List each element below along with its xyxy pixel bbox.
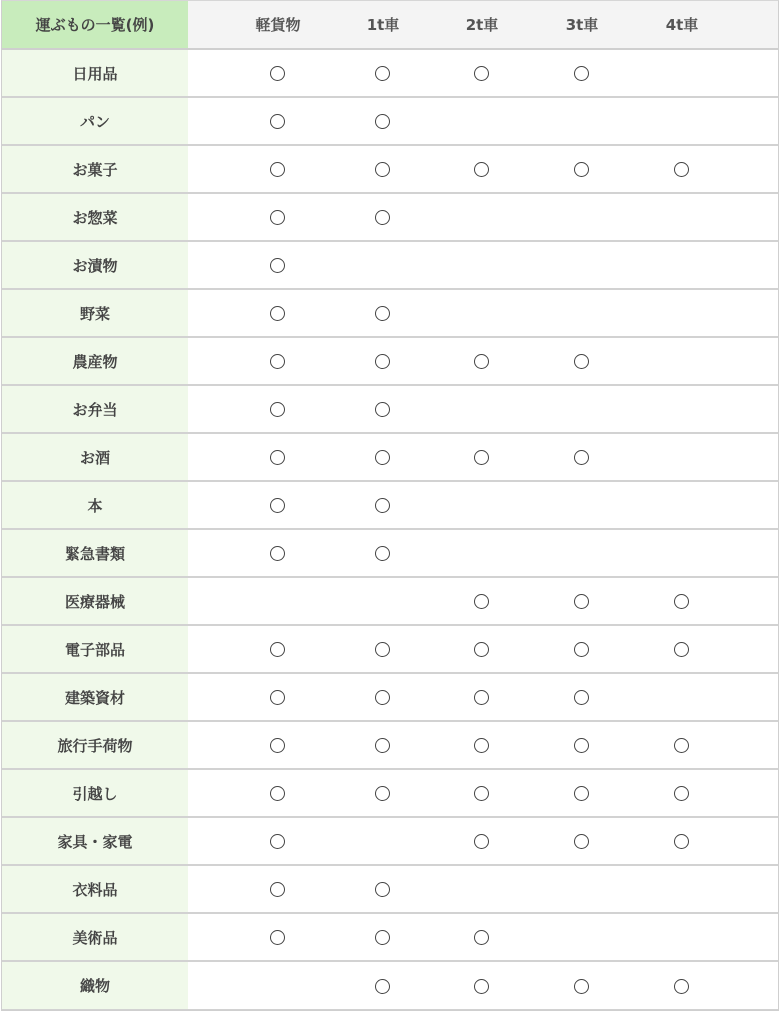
row-cells bbox=[188, 866, 778, 912]
circle-mark-icon bbox=[574, 979, 589, 994]
header-label: 運ぶもの一覧(例) bbox=[2, 1, 188, 48]
circle-mark-icon bbox=[270, 834, 285, 849]
circle-mark-icon bbox=[375, 690, 390, 705]
table-row bbox=[2, 914, 778, 962]
row-cells bbox=[188, 914, 778, 960]
row-cells bbox=[188, 962, 778, 1009]
table-row bbox=[2, 674, 778, 722]
row-label: 野菜 bbox=[2, 290, 188, 336]
circle-mark-icon bbox=[574, 66, 589, 81]
circle-mark-icon bbox=[474, 690, 489, 705]
row-cells bbox=[188, 626, 778, 672]
row-label: 電子部品 bbox=[2, 626, 188, 672]
circle-mark-icon bbox=[270, 450, 285, 465]
circle-mark-icon bbox=[270, 258, 285, 273]
table-header-row bbox=[2, 1, 778, 50]
row-cells bbox=[188, 530, 778, 576]
circle-mark-icon bbox=[375, 66, 390, 81]
row-label: お酒 bbox=[2, 434, 188, 480]
row-label: 本 bbox=[2, 482, 188, 528]
circle-mark-icon bbox=[674, 594, 689, 609]
circle-mark-icon bbox=[270, 882, 285, 897]
table-row bbox=[2, 242, 778, 290]
circle-mark-icon bbox=[270, 546, 285, 561]
table-row bbox=[2, 290, 778, 338]
circle-mark-icon bbox=[674, 979, 689, 994]
circle-mark-icon bbox=[474, 66, 489, 81]
circle-mark-icon bbox=[474, 979, 489, 994]
circle-mark-icon bbox=[375, 306, 390, 321]
circle-mark-icon bbox=[375, 402, 390, 417]
table-row bbox=[2, 962, 778, 1010]
table-row bbox=[2, 98, 778, 146]
row-cells bbox=[188, 722, 778, 768]
row-cells bbox=[188, 98, 778, 144]
header-columns bbox=[188, 1, 778, 48]
circle-mark-icon bbox=[474, 354, 489, 369]
circle-mark-icon bbox=[375, 354, 390, 369]
row-label: お菓子 bbox=[2, 146, 188, 192]
row-label: 農産物 bbox=[2, 338, 188, 384]
table-row bbox=[2, 386, 778, 434]
row-cells bbox=[188, 578, 778, 624]
row-label: お惣菜 bbox=[2, 194, 188, 240]
circle-mark-icon bbox=[574, 642, 589, 657]
circle-mark-icon bbox=[270, 114, 285, 129]
row-label: お漬物 bbox=[2, 242, 188, 288]
column-header: 軽貨物 bbox=[255, 16, 301, 34]
circle-mark-icon bbox=[474, 786, 489, 801]
circle-mark-icon bbox=[674, 786, 689, 801]
circle-mark-icon bbox=[474, 930, 489, 945]
circle-mark-icon bbox=[270, 642, 285, 657]
circle-mark-icon bbox=[375, 162, 390, 177]
row-cells bbox=[188, 770, 778, 816]
row-label: パン bbox=[2, 98, 188, 144]
circle-mark-icon bbox=[474, 834, 489, 849]
circle-mark-icon bbox=[375, 546, 390, 561]
row-label: 日用品 bbox=[2, 50, 188, 96]
row-cells bbox=[188, 482, 778, 528]
table-row bbox=[2, 482, 778, 530]
circle-mark-icon bbox=[375, 450, 390, 465]
table-row bbox=[2, 50, 778, 98]
row-cells bbox=[188, 386, 778, 432]
circle-mark-icon bbox=[270, 66, 285, 81]
circle-mark-icon bbox=[270, 210, 285, 225]
table-row bbox=[2, 722, 778, 770]
circle-mark-icon bbox=[674, 162, 689, 177]
row-label: 旅行手荷物 bbox=[2, 722, 188, 768]
row-cells bbox=[188, 50, 778, 96]
circle-mark-icon bbox=[574, 354, 589, 369]
circle-mark-icon bbox=[574, 450, 589, 465]
row-label: 美術品 bbox=[2, 914, 188, 960]
table-row bbox=[2, 626, 778, 674]
row-label: 引越し bbox=[2, 770, 188, 816]
row-cells bbox=[188, 674, 778, 720]
circle-mark-icon bbox=[674, 642, 689, 657]
row-cells bbox=[188, 242, 778, 288]
circle-mark-icon bbox=[474, 738, 489, 753]
circle-mark-icon bbox=[574, 162, 589, 177]
circle-mark-icon bbox=[674, 738, 689, 753]
circle-mark-icon bbox=[574, 738, 589, 753]
circle-mark-icon bbox=[574, 786, 589, 801]
table-row bbox=[2, 338, 778, 386]
circle-mark-icon bbox=[270, 786, 285, 801]
circle-mark-icon bbox=[474, 594, 489, 609]
circle-mark-icon bbox=[375, 498, 390, 513]
cargo-table bbox=[1, 0, 779, 1011]
table-row bbox=[2, 770, 778, 818]
column-header: 3t車 bbox=[565, 16, 599, 34]
row-label: 建築資材 bbox=[2, 674, 188, 720]
row-label: 衣料品 bbox=[2, 866, 188, 912]
row-label: 家具・家電 bbox=[2, 818, 188, 864]
circle-mark-icon bbox=[375, 930, 390, 945]
circle-mark-icon bbox=[574, 594, 589, 609]
circle-mark-icon bbox=[270, 738, 285, 753]
row-label: 医療器械 bbox=[2, 578, 188, 624]
row-label: 織物 bbox=[2, 962, 188, 1009]
row-cells bbox=[188, 290, 778, 336]
circle-mark-icon bbox=[270, 354, 285, 369]
circle-mark-icon bbox=[674, 834, 689, 849]
table-row bbox=[2, 866, 778, 914]
circle-mark-icon bbox=[474, 642, 489, 657]
column-header: 4t車 bbox=[665, 16, 699, 34]
circle-mark-icon bbox=[270, 306, 285, 321]
circle-mark-icon bbox=[375, 786, 390, 801]
row-cells bbox=[188, 434, 778, 480]
circle-mark-icon bbox=[270, 930, 285, 945]
row-cells bbox=[188, 818, 778, 864]
table-row bbox=[2, 194, 778, 242]
circle-mark-icon bbox=[574, 690, 589, 705]
circle-mark-icon bbox=[270, 690, 285, 705]
row-cells bbox=[188, 338, 778, 384]
circle-mark-icon bbox=[270, 402, 285, 417]
table-row bbox=[2, 578, 778, 626]
circle-mark-icon bbox=[375, 114, 390, 129]
row-label: 緊急書類 bbox=[2, 530, 188, 576]
table-row bbox=[2, 818, 778, 866]
row-label: お弁当 bbox=[2, 386, 188, 432]
circle-mark-icon bbox=[375, 882, 390, 897]
circle-mark-icon bbox=[574, 834, 589, 849]
row-cells bbox=[188, 146, 778, 192]
column-header: 2t車 bbox=[465, 16, 499, 34]
table-row bbox=[2, 434, 778, 482]
table-row bbox=[2, 146, 778, 194]
table-body bbox=[2, 50, 778, 1010]
row-cells bbox=[188, 194, 778, 240]
circle-mark-icon bbox=[474, 450, 489, 465]
circle-mark-icon bbox=[375, 642, 390, 657]
circle-mark-icon bbox=[375, 738, 390, 753]
circle-mark-icon bbox=[270, 498, 285, 513]
circle-mark-icon bbox=[375, 979, 390, 994]
circle-mark-icon bbox=[375, 210, 390, 225]
circle-mark-icon bbox=[474, 162, 489, 177]
circle-mark-icon bbox=[270, 162, 285, 177]
table-row bbox=[2, 530, 778, 578]
column-header: 1t車 bbox=[366, 16, 400, 34]
